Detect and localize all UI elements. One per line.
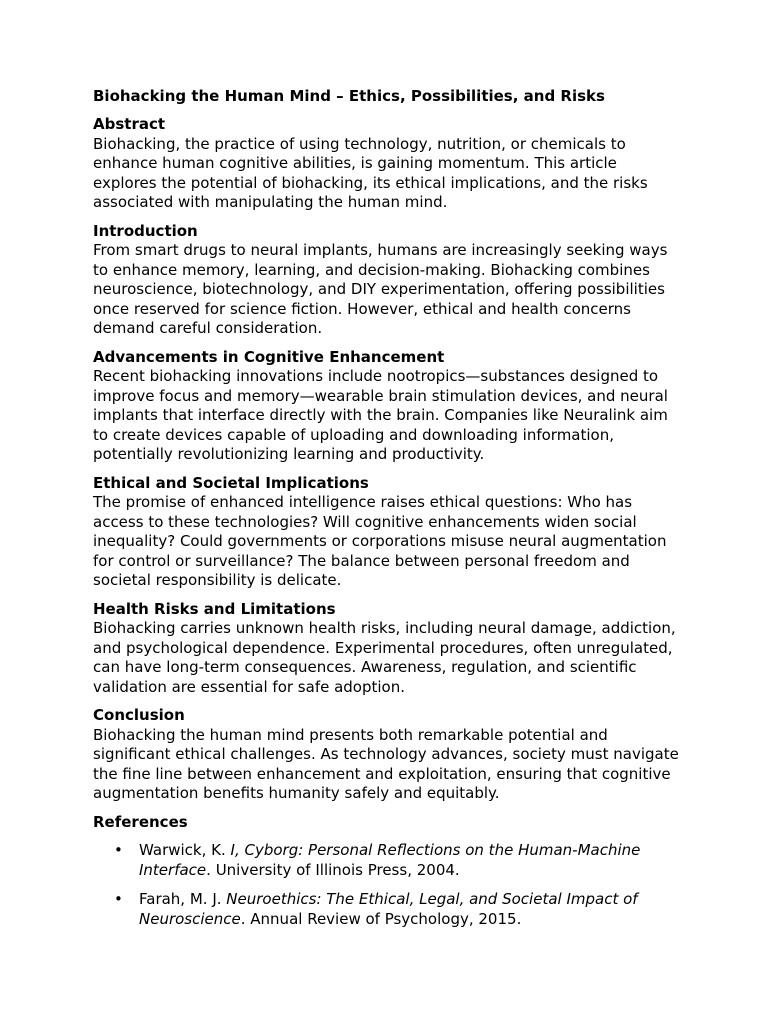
reference-item — [93, 890, 683, 929]
reference-author: Warwick, K. — [139, 841, 231, 859]
references-list — [93, 841, 683, 929]
section-body: Biohacking carries unknown health risks, including neural damage, addiction, and psychological dependence. Experimental procedures, often unregulated, can have long-term consequences. Awareness, regulation, and scientific validation are essential for safe adoption. — [93, 619, 676, 696]
section-health-risks — [93, 600, 683, 698]
document-page — [93, 86, 683, 939]
section-body: Biohacking, the practice of using technology, nutrition, or chemicals to enhance human cognitive abilities, is gaining momentum. This article explores the potential of biohacking, its ethical implications, and the risks associated with manipulating the human mind. — [93, 134, 648, 211]
section-heading: Introduction — [93, 221, 198, 240]
section-body: From smart drugs to neural implants, humans are increasingly seeking ways to enhance memory, learning, and decision-making. Biohacking combines neuroscience, biotechnology, and DIY experimentation, offering possibilities once reserved for science fiction. However, ethical and health concerns demand careful consideration. — [93, 241, 668, 337]
bullet-icon: • — [114, 890, 123, 908]
section-ethical-implications — [93, 474, 683, 591]
reference-item — [93, 841, 683, 880]
section-heading: Abstract — [93, 115, 166, 133]
section-advancements — [93, 348, 683, 465]
section-heading: Ethical and Societal Implications — [93, 473, 369, 492]
section-body: Recent biohacking innovations include nootropics—substances designed to improve focus and memory—wearable brain stimulation devices, and neural implants that interface directly with the brain. Companies like Neuralink aim to create devices capable of uploading and downloading information, potentially revolutionizing learning and productivity. — [93, 367, 668, 463]
section-heading: Conclusion — [93, 706, 185, 724]
bullet-icon: • — [114, 841, 123, 859]
reference-work-title: I, Cyborg: Personal Reflections on the Human-Machine Interface — [139, 841, 641, 879]
document-title: Biohacking the Human Mind – Ethics, Possibilities, and Risks — [93, 87, 605, 105]
section-body: Biohacking the human mind presents both remarkable potential and significant ethical challenges. As technology advances, society must navigate the fine line between enhancement and exploitation, ensuring that cognitive augmentation benefits humanity safely and equitably. — [93, 725, 679, 802]
section-body: The promise of enhanced intelligence raises ethical questions: Who has access to these technologies? Will cognitive enhancements widen social inequality? Could governments or corporations misuse neural augmentation for control or surveillance? The balance between personal freedom and societal responsibility is delicate. — [93, 493, 667, 589]
section-conclusion — [93, 706, 683, 804]
reference-publisher: . Annual Review of Psychology, 2015. — [240, 909, 522, 928]
section-introduction — [93, 222, 683, 339]
references-heading: References — [93, 812, 188, 831]
reference-work-title: Neuroethics: The Ethical, Legal, and Societal Impact of Neuroscience — [139, 890, 638, 928]
reference-publisher: . University of Illinois Press, 2004. — [206, 860, 460, 879]
section-heading: Health Risks and Limitations — [93, 599, 336, 618]
section-abstract — [93, 115, 683, 213]
section-heading: Advancements in Cognitive Enhancement — [93, 347, 445, 366]
reference-author: Farah, M. J. — [139, 890, 227, 908]
